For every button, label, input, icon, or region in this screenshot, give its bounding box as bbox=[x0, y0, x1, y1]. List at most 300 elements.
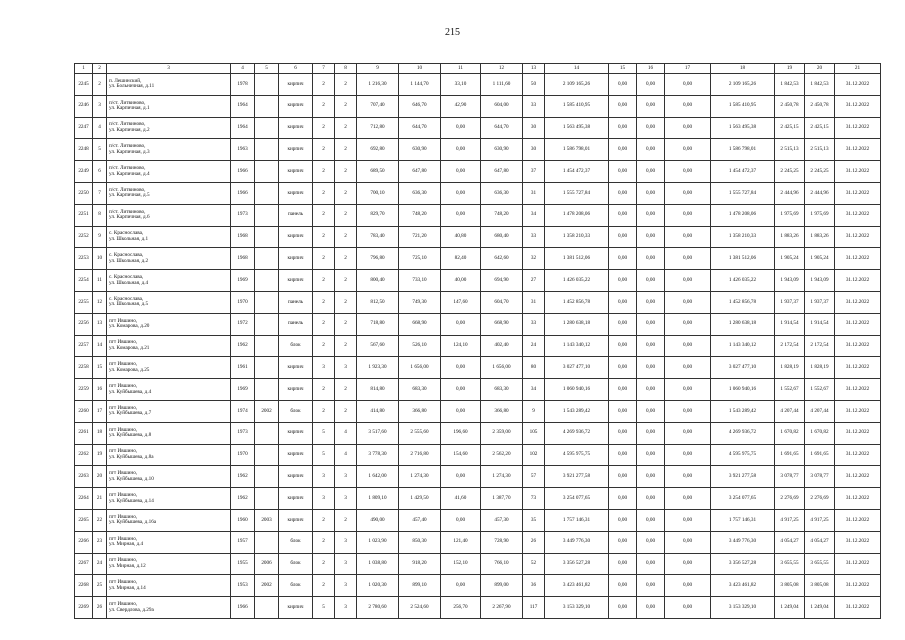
table-cell: 0,00 bbox=[665, 509, 711, 531]
table-cell: 1970 bbox=[231, 444, 255, 466]
header-cell: 16 bbox=[637, 64, 665, 74]
address-cell: пгт Ившино, ул. Куйбышева, д.14 bbox=[107, 488, 231, 510]
table-row bbox=[75, 313, 881, 335]
table-cell: кирпич bbox=[279, 182, 313, 204]
table-cell: 0,00 bbox=[637, 95, 665, 117]
table-cell: 0,00 bbox=[609, 357, 637, 379]
table-cell: 0,00 bbox=[637, 553, 665, 575]
table-cell: 812,50 bbox=[357, 291, 399, 313]
table-cell: 2 bbox=[313, 117, 335, 139]
table-cell: 19 bbox=[93, 444, 107, 466]
table-cell: 2 444,96 bbox=[805, 182, 835, 204]
table-cell: 2 bbox=[313, 161, 335, 183]
table-cell: 1 943,09 bbox=[805, 270, 835, 292]
table-cell: 1 020,30 bbox=[357, 575, 399, 597]
table-cell: 31.12.2022 bbox=[835, 466, 881, 488]
table-cell: 1973 bbox=[231, 422, 255, 444]
table-cell: 20 bbox=[93, 466, 107, 488]
table-cell: 1953 bbox=[231, 575, 255, 597]
table-cell: 1 060 940,16 bbox=[711, 379, 775, 401]
table-row bbox=[75, 204, 881, 226]
table-cell: 783,40 bbox=[357, 226, 399, 248]
table-cell: 1 358 210,33 bbox=[711, 226, 775, 248]
table-cell: 0,00 bbox=[609, 422, 637, 444]
table-cell: 31.12.2022 bbox=[835, 204, 881, 226]
table-cell: 689,50 bbox=[357, 161, 399, 183]
table-cell: 1 670,82 bbox=[805, 422, 835, 444]
table-cell: 0,00 bbox=[609, 74, 637, 96]
table-cell: 0,00 bbox=[637, 575, 665, 597]
table-cell: 366,80 bbox=[399, 400, 441, 422]
table-cell: 0,00 bbox=[609, 161, 637, 183]
table-cell: 0,00 bbox=[665, 400, 711, 422]
table-cell: блок bbox=[279, 335, 313, 357]
table-cell: 1972 bbox=[231, 313, 255, 335]
table-cell: 31.12.2022 bbox=[835, 74, 881, 96]
table-cell: 23 bbox=[93, 531, 107, 553]
table-cell: панель bbox=[279, 204, 313, 226]
table-cell: 2 bbox=[313, 226, 335, 248]
table-cell: 1969 bbox=[231, 270, 255, 292]
table-cell: 4 bbox=[93, 117, 107, 139]
table-cell: 2 bbox=[335, 313, 357, 335]
table-cell: 2 524,60 bbox=[399, 597, 441, 619]
table-cell: 636,30 bbox=[399, 182, 441, 204]
table-cell: кирпич bbox=[279, 139, 313, 161]
table-cell: 0,00 bbox=[637, 182, 665, 204]
table-cell: 1 586 798,01 bbox=[545, 139, 609, 161]
table-cell: 1955 bbox=[231, 553, 255, 575]
table-cell: 0,00 bbox=[637, 597, 665, 619]
table-cell: 2252 bbox=[75, 226, 93, 248]
address-cell: пгт Ившино, ул. Комарова, д.25 bbox=[107, 357, 231, 379]
table-cell: 9 bbox=[93, 226, 107, 248]
table-cell: 642,60 bbox=[481, 248, 523, 270]
table-cell: 1 883,26 bbox=[775, 226, 805, 248]
table-cell: 5 bbox=[313, 422, 335, 444]
table-cell: 414,80 bbox=[357, 400, 399, 422]
table-cell: 630,90 bbox=[399, 139, 441, 161]
table-cell: 3 bbox=[93, 95, 107, 117]
table-cell: 2 bbox=[313, 248, 335, 270]
table-cell: кирпич bbox=[279, 422, 313, 444]
table-cell: 0,00 bbox=[609, 95, 637, 117]
header-cell: 12 bbox=[481, 64, 523, 74]
table-cell: 82,40 bbox=[441, 248, 481, 270]
table-cell: 0,00 bbox=[665, 597, 711, 619]
table-cell: 2264 bbox=[75, 488, 93, 510]
table-cell: 1 452 856,78 bbox=[545, 291, 609, 313]
table-cell: 1 426 035,22 bbox=[711, 270, 775, 292]
table-cell: 0,00 bbox=[441, 466, 481, 488]
table-cell: 2 bbox=[335, 204, 357, 226]
address-cell: п/ст. Литвиново, ул. Карпичная, д.6 bbox=[107, 204, 231, 226]
table-cell: 3 254 077,65 bbox=[545, 488, 609, 510]
table-cell: 1 249,04 bbox=[775, 597, 805, 619]
table-cell: 630,90 bbox=[481, 139, 523, 161]
table-cell: 2 245,25 bbox=[775, 161, 805, 183]
table-cell bbox=[255, 291, 279, 313]
table-cell: 31.12.2022 bbox=[835, 161, 881, 183]
table-cell: 2256 bbox=[75, 313, 93, 335]
table-cell: кирпич bbox=[279, 466, 313, 488]
table-cell: 1 454 472,37 bbox=[545, 161, 609, 183]
table-cell: 2269 bbox=[75, 597, 93, 619]
table-cell: 1 387,70 bbox=[481, 488, 523, 510]
table-cell: 3 449 776,30 bbox=[545, 531, 609, 553]
table-cell: 1 642,00 bbox=[357, 466, 399, 488]
table-cell: 1 691,65 bbox=[805, 444, 835, 466]
address-cell: пгт Ившино, ул. Мирная, д.4 bbox=[107, 531, 231, 553]
table-cell: 3 bbox=[335, 575, 357, 597]
table-cell: 1 552,67 bbox=[775, 379, 805, 401]
table-cell: 3 449 776,30 bbox=[711, 531, 775, 553]
table-cell: 3 805,08 bbox=[805, 575, 835, 597]
table-cell: кирпич bbox=[279, 95, 313, 117]
table-cell: 1 280 638,18 bbox=[711, 313, 775, 335]
table-cell: 1 914,54 bbox=[775, 313, 805, 335]
table-cell: 0,00 bbox=[637, 74, 665, 96]
table-cell: 1 586 798,01 bbox=[711, 139, 775, 161]
address-cell: пгт Ившино, ул. Свердлова, д.29а bbox=[107, 597, 231, 619]
table-cell: 668,90 bbox=[481, 313, 523, 335]
table-cell: 31 bbox=[523, 291, 545, 313]
table-cell bbox=[255, 74, 279, 96]
table-cell: 1 670,82 bbox=[775, 422, 805, 444]
table-cell: 1 274,30 bbox=[481, 466, 523, 488]
table-cell: 2 bbox=[313, 575, 335, 597]
table-cell: 2250 bbox=[75, 182, 93, 204]
table-cell: кирпич bbox=[279, 597, 313, 619]
table-cell: 766,10 bbox=[481, 553, 523, 575]
table-cell: 14 bbox=[93, 335, 107, 357]
table-cell: 3 153 329,10 bbox=[711, 597, 775, 619]
table-cell: 3 655,55 bbox=[775, 553, 805, 575]
table-cell: 0,00 bbox=[665, 95, 711, 117]
table-cell: 0,00 bbox=[609, 291, 637, 313]
table-cell: 2 245,25 bbox=[805, 161, 835, 183]
address-cell: пгт Ившино, ул. Мирная, д.14 bbox=[107, 575, 231, 597]
table-cell: 0,00 bbox=[637, 270, 665, 292]
table-cell: 2 515,13 bbox=[805, 139, 835, 161]
table-cell: 31.12.2022 bbox=[835, 182, 881, 204]
table-cell bbox=[255, 117, 279, 139]
table-row bbox=[75, 182, 881, 204]
table-cell: 4 bbox=[335, 422, 357, 444]
table-cell: 4 269 936,72 bbox=[711, 422, 775, 444]
table-cell: 147,60 bbox=[441, 291, 481, 313]
table-cell: 2268 bbox=[75, 575, 93, 597]
table-cell: 0,00 bbox=[637, 291, 665, 313]
table-cell: 0,00 bbox=[609, 466, 637, 488]
table-cell: 32 bbox=[523, 248, 545, 270]
table-cell bbox=[255, 313, 279, 335]
table-cell: 718,80 bbox=[357, 313, 399, 335]
table-cell: 31.12.2022 bbox=[835, 444, 881, 466]
table-cell: 0,00 bbox=[609, 139, 637, 161]
table-cell: 40,80 bbox=[441, 226, 481, 248]
table-cell: 1 111,60 bbox=[481, 74, 523, 96]
table-cell: 796,80 bbox=[357, 248, 399, 270]
address-cell: пгт Ившино, ул. Куйбышева, д.16а bbox=[107, 509, 231, 531]
table-cell: 2 bbox=[313, 335, 335, 357]
table-cell: 2254 bbox=[75, 270, 93, 292]
header-cell: 19 bbox=[775, 64, 805, 74]
table-cell: 26 bbox=[523, 531, 545, 553]
table-cell: 1 543 289,42 bbox=[545, 400, 609, 422]
table-cell: 749,30 bbox=[399, 291, 441, 313]
table-cell: 0,00 bbox=[665, 444, 711, 466]
table-cell: 3 078,77 bbox=[775, 466, 805, 488]
table-cell: 31.12.2022 bbox=[835, 400, 881, 422]
table-cell: 2 450,78 bbox=[805, 95, 835, 117]
table-cell: 3 bbox=[335, 488, 357, 510]
address-cell: пгт Ившино, ул. Куйбышева, д.8 bbox=[107, 422, 231, 444]
table-cell bbox=[255, 139, 279, 161]
table-cell: 692,80 bbox=[357, 139, 399, 161]
table-cell: 2 bbox=[335, 74, 357, 96]
table-cell bbox=[255, 531, 279, 553]
table-cell: 0,00 bbox=[609, 400, 637, 422]
table-cell: 647,80 bbox=[399, 161, 441, 183]
table-cell: 2002 bbox=[255, 575, 279, 597]
table-cell: 2 bbox=[335, 509, 357, 531]
table-cell: 0,00 bbox=[441, 161, 481, 183]
table-cell: 1 280 638,18 bbox=[545, 313, 609, 335]
table-cell: 2 172,54 bbox=[775, 335, 805, 357]
table-cell: 1 478 208,06 bbox=[711, 204, 775, 226]
address-cell: пгт Ившино, ул. Куйбышева, д.10 bbox=[107, 466, 231, 488]
table-cell: 2 bbox=[313, 400, 335, 422]
table-cell: 1 656,00 bbox=[399, 357, 441, 379]
table-cell: 0,00 bbox=[665, 553, 711, 575]
table-cell: 31.12.2022 bbox=[835, 139, 881, 161]
table-cell: 2 bbox=[335, 117, 357, 139]
table-cell: 11 bbox=[93, 270, 107, 292]
table-cell bbox=[255, 357, 279, 379]
table-cell: 6 bbox=[93, 161, 107, 183]
table-cell: 4 917,25 bbox=[805, 509, 835, 531]
table-cell: 712,80 bbox=[357, 117, 399, 139]
header-cell: 2 bbox=[93, 64, 107, 74]
table-cell: 0,00 bbox=[637, 117, 665, 139]
table-cell: 0,00 bbox=[665, 466, 711, 488]
table-cell: 16 bbox=[93, 379, 107, 401]
table-cell: 3 bbox=[335, 357, 357, 379]
table-cell: 4 207,44 bbox=[775, 400, 805, 422]
table-row bbox=[75, 422, 881, 444]
table-cell: 31.12.2022 bbox=[835, 422, 881, 444]
table-cell bbox=[255, 226, 279, 248]
table-cell: 683,30 bbox=[481, 379, 523, 401]
table-cell: 1 381 512,06 bbox=[545, 248, 609, 270]
table-cell: 2247 bbox=[75, 117, 93, 139]
table-cell: 2 bbox=[93, 74, 107, 96]
table-cell: 850,30 bbox=[399, 531, 441, 553]
table-cell: 2262 bbox=[75, 444, 93, 466]
table-cell: 31.12.2022 bbox=[835, 117, 881, 139]
table-cell: 3 bbox=[335, 597, 357, 619]
table-cell: 31.12.2022 bbox=[835, 488, 881, 510]
table-cell: 31.12.2022 bbox=[835, 270, 881, 292]
table-cell: 0,00 bbox=[637, 335, 665, 357]
table-cell: 0,00 bbox=[665, 226, 711, 248]
table-cell: 3 027 477,10 bbox=[711, 357, 775, 379]
table-cell: 1963 bbox=[231, 139, 255, 161]
header-cell: 8 bbox=[335, 64, 357, 74]
table-cell: 668,90 bbox=[399, 313, 441, 335]
table-cell: 2 bbox=[313, 95, 335, 117]
table-cell: 52 bbox=[523, 553, 545, 575]
table-cell: 4 207,44 bbox=[805, 400, 835, 422]
table-row bbox=[75, 575, 881, 597]
table-cell: 1 060 940,16 bbox=[545, 379, 609, 401]
table-cell: блок bbox=[279, 400, 313, 422]
table-cell: 31 bbox=[523, 182, 545, 204]
table-cell: 0,00 bbox=[637, 161, 665, 183]
table-cell: 1 883,26 bbox=[805, 226, 835, 248]
table-cell bbox=[255, 95, 279, 117]
table-cell: 814,80 bbox=[357, 379, 399, 401]
table-cell: 1 555 727,84 bbox=[711, 182, 775, 204]
table-cell: 1969 bbox=[231, 379, 255, 401]
table-cell: 2 bbox=[313, 313, 335, 335]
table-cell: 721,20 bbox=[399, 226, 441, 248]
table-cell: 35 bbox=[523, 509, 545, 531]
table-cell: 1 274,30 bbox=[399, 466, 441, 488]
table-cell: 2006 bbox=[255, 553, 279, 575]
table-cell: 1957 bbox=[231, 531, 255, 553]
table-cell: 152,10 bbox=[441, 553, 481, 575]
table-cell: 604,70 bbox=[481, 291, 523, 313]
table-cell: 3 027 477,10 bbox=[545, 357, 609, 379]
table-cell: 40,00 bbox=[441, 270, 481, 292]
table-cell: 2 bbox=[313, 553, 335, 575]
table-cell: 1 757 146,31 bbox=[545, 509, 609, 531]
table-cell: кирпич bbox=[279, 161, 313, 183]
header-cell: 1 bbox=[75, 64, 93, 74]
page-number: 215 bbox=[445, 27, 460, 38]
table-cell: 1 842,53 bbox=[775, 74, 805, 96]
table-cell: 31.12.2022 bbox=[835, 509, 881, 531]
table-cell: 1964 bbox=[231, 117, 255, 139]
table-cell: 2 bbox=[335, 379, 357, 401]
table-cell: 1 144,70 bbox=[399, 74, 441, 96]
table-cell: 457,30 bbox=[481, 509, 523, 531]
address-cell: пгт Ившино, ул. Комарова, д.20 bbox=[107, 313, 231, 335]
table-cell: 0,00 bbox=[609, 553, 637, 575]
table-cell: 2266 bbox=[75, 531, 93, 553]
table-cell: 2258 bbox=[75, 357, 93, 379]
table-cell: 1962 bbox=[231, 466, 255, 488]
table-cell: 2 444,96 bbox=[775, 182, 805, 204]
table-cell: 2 276,69 bbox=[805, 488, 835, 510]
table-cell: 3 bbox=[313, 466, 335, 488]
table-cell: 2002 bbox=[255, 400, 279, 422]
table-cell: 0,00 bbox=[637, 444, 665, 466]
table-cell: 1 563 495,38 bbox=[545, 117, 609, 139]
table-row bbox=[75, 117, 881, 139]
table-cell: 0,00 bbox=[665, 379, 711, 401]
address-cell: с. Краснослава, ул. Школьная, д.1 bbox=[107, 226, 231, 248]
table-cell: 33 bbox=[523, 226, 545, 248]
table-cell: кирпич bbox=[279, 444, 313, 466]
table-cell: 0,00 bbox=[441, 357, 481, 379]
table-cell: кирпич bbox=[279, 488, 313, 510]
table-row bbox=[75, 466, 881, 488]
table-cell: 0,00 bbox=[637, 139, 665, 161]
table-cell: 31.12.2022 bbox=[835, 291, 881, 313]
table-cell: 2 bbox=[313, 74, 335, 96]
table-cell: 2257 bbox=[75, 335, 93, 357]
table-cell: 646,70 bbox=[399, 95, 441, 117]
table-cell: 0,00 bbox=[665, 422, 711, 444]
table-cell: 0,00 bbox=[441, 379, 481, 401]
table-cell: 117 bbox=[523, 597, 545, 619]
table-cell: 4 917,25 bbox=[775, 509, 805, 531]
table-cell: 2 716,80 bbox=[399, 444, 441, 466]
address-cell: п/ст. Литвиново, ул. Карпичная, д.1 bbox=[107, 95, 231, 117]
table-cell: 2 555,60 bbox=[399, 422, 441, 444]
table-cell: 0,00 bbox=[637, 509, 665, 531]
table-cell bbox=[255, 204, 279, 226]
table-cell: 3 805,08 bbox=[775, 575, 805, 597]
table-cell: 8 bbox=[93, 204, 107, 226]
table-cell: 1 975,69 bbox=[775, 204, 805, 226]
table-cell: 748,20 bbox=[481, 204, 523, 226]
table-cell: 30 bbox=[523, 139, 545, 161]
address-cell: п/ст. Литвиново, ул. Карпичная, д.2 bbox=[107, 117, 231, 139]
table-cell: 1968 bbox=[231, 226, 255, 248]
table-cell: 457,40 bbox=[399, 509, 441, 531]
table-cell: 0,00 bbox=[441, 509, 481, 531]
table-cell: 24 bbox=[523, 335, 545, 357]
table-cell: 2265 bbox=[75, 509, 93, 531]
table-cell: 2 bbox=[313, 270, 335, 292]
address-cell: пгт Ившино, ул. Куйбышева, д.7 bbox=[107, 400, 231, 422]
table-cell: 2 bbox=[335, 335, 357, 357]
address-cell: п/ст. Литвиново, ул. Карпичная, д.5 bbox=[107, 182, 231, 204]
table-cell: 3 356 527,28 bbox=[711, 553, 775, 575]
table-cell: 0,00 bbox=[665, 575, 711, 597]
table-cell: 644,70 bbox=[399, 117, 441, 139]
table-cell: 22 bbox=[93, 509, 107, 531]
table-cell: 0,00 bbox=[665, 291, 711, 313]
table-cell: 105 bbox=[523, 422, 545, 444]
table-row bbox=[75, 161, 881, 183]
table-row bbox=[75, 248, 881, 270]
address-cell: пгт Ившино, ул. Куйбышева, д.8а bbox=[107, 444, 231, 466]
table-cell: 1 905,24 bbox=[775, 248, 805, 270]
table-cell: 680,40 bbox=[481, 226, 523, 248]
table-cell: 4 595 975,75 bbox=[711, 444, 775, 466]
table-cell: 31.12.2022 bbox=[835, 531, 881, 553]
table-cell: 748,20 bbox=[399, 204, 441, 226]
table-cell: 2267 bbox=[75, 553, 93, 575]
table-cell: 0,00 bbox=[609, 509, 637, 531]
header-cell: 15 bbox=[609, 64, 637, 74]
table-cell: 2251 bbox=[75, 204, 93, 226]
table-cell: 2 276,69 bbox=[775, 488, 805, 510]
table-cell: 0,00 bbox=[637, 204, 665, 226]
table-cell bbox=[255, 379, 279, 401]
header-cell: 20 bbox=[805, 64, 835, 74]
table-cell bbox=[255, 488, 279, 510]
table-cell: 31.12.2022 bbox=[835, 357, 881, 379]
table-cell: 918,20 bbox=[399, 553, 441, 575]
table-cell: 25 bbox=[93, 575, 107, 597]
table-cell: 1966 bbox=[231, 161, 255, 183]
